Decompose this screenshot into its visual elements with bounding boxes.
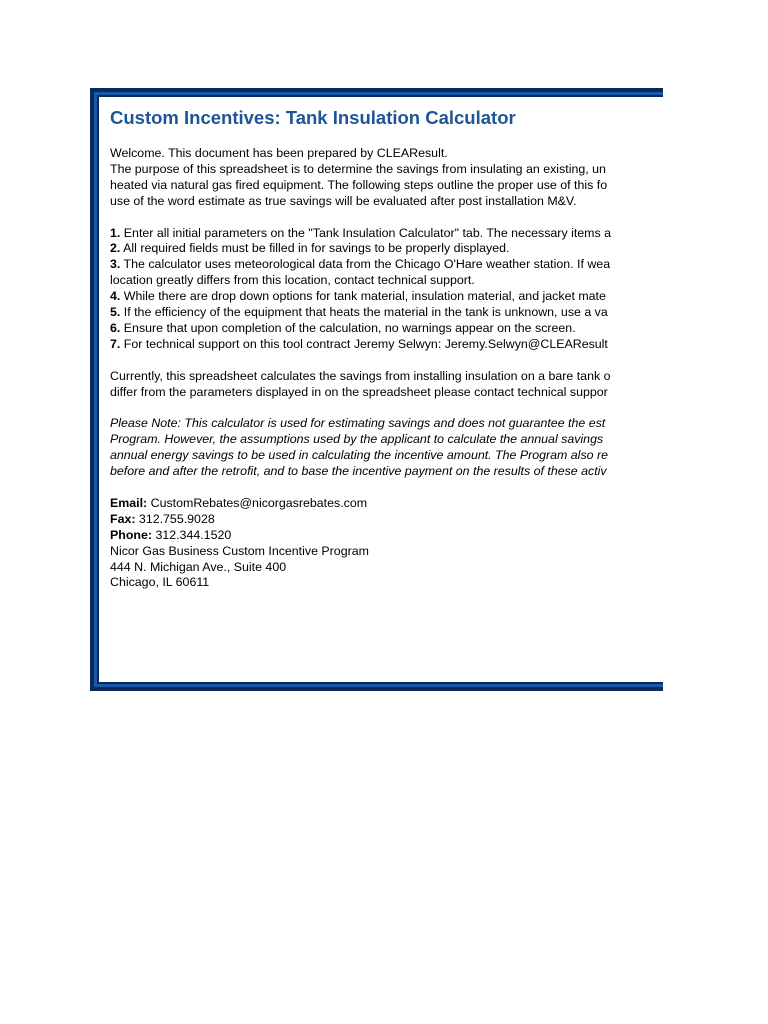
intro-line: The purpose of this spreadsheet is to determine the savings from insulating an existing, un — [110, 161, 606, 176]
step-number: 4. — [110, 289, 121, 304]
note-line: Program. However, the assumptions used by the applicant to calculate the annual savings — [110, 432, 604, 447]
spacer — [110, 353, 663, 369]
step-number: 1. — [110, 225, 121, 240]
step-number: 7. — [110, 336, 121, 351]
contact-fax — [110, 512, 663, 528]
fax-label: Fax: — [110, 511, 136, 526]
step-text: location greatly differs from this location, contact technical support. — [110, 273, 475, 288]
frame-border-mid — [94, 92, 663, 687]
note-line: before and after the retrofit, and to base the incentive payment on the results of these activ — [110, 464, 607, 479]
note-line: annual energy savings to be used in calculating the incentive amount. The Program also re — [110, 448, 608, 463]
step-number: 2. — [110, 241, 121, 256]
contact-address-1: 444 N. Michigan Ave., Suite 400 — [110, 559, 287, 574]
email-value: CustomRebates@nicorgasrebates.com — [147, 495, 368, 510]
spacer — [110, 480, 663, 496]
step-item-6 — [110, 321, 663, 337]
document-content — [110, 106, 663, 591]
spacer — [110, 400, 663, 416]
step-number: 6. — [110, 320, 121, 335]
step-item-7 — [110, 337, 663, 353]
step-item-1 — [110, 226, 663, 242]
page-title: Custom Incentives: Tank Insulation Calculator — [110, 107, 516, 128]
step-item-3 — [110, 257, 663, 273]
contact-org: Nicor Gas Business Custom Incentive Program — [110, 543, 369, 558]
step-text: For technical support on this tool contract Jeremy Selwyn: Jeremy.Selwyn@CLEAResult — [120, 336, 608, 351]
step-text: Enter all initial parameters on the "Tank Insulation Calculator" tab. The necessary items a — [120, 225, 612, 240]
intro-line: Welcome. This document has been prepared by CLEAResult. — [110, 146, 448, 160]
contact-phone — [110, 528, 663, 544]
step-text: Ensure that upon completion of the calculation, no warnings appear on the screen. — [120, 320, 576, 335]
frame-border-inner — [97, 95, 663, 684]
contact-address-2: Chicago, IL 60611 — [110, 575, 210, 590]
step-text: All required fields must be filled in for savings to be properly displayed. — [120, 241, 510, 256]
email-label: Email: — [110, 495, 148, 510]
note-line: Please Note: This calculator is used for estimating savings and does not guarantee the est — [110, 416, 606, 431]
fax-value: 312.755.9028 — [135, 511, 215, 526]
intro-line: use of the word estimate as true savings will be evaluated after post installation M&V. — [110, 193, 577, 208]
step-text: If the efficiency of the equipment that heats the material in the tank is unknown, use a va — [120, 305, 608, 320]
phone-value: 312.344.1520 — [152, 527, 232, 542]
phone-label: Phone: — [110, 527, 152, 542]
current-line: Currently, this spreadsheet calculates the savings from installing insulation on a bare tank o — [110, 368, 611, 383]
current-line: differ from the parameters displayed in on the spreadsheet please contact technical suppor — [110, 384, 608, 399]
step-item-4 — [110, 289, 663, 305]
step-text: The calculator uses meteorological data from the Chicago O'Hare weather station. If wea — [120, 257, 611, 272]
content-panel — [99, 97, 663, 682]
spacer — [110, 210, 663, 226]
step-item-5 — [110, 305, 663, 321]
step-number: 3. — [110, 257, 121, 272]
contact-email — [110, 496, 663, 512]
step-item-3-continued — [110, 273, 663, 289]
step-item-2 — [110, 241, 663, 257]
intro-line: heated via natural gas fired equipment. The following steps outline the proper use of this fo — [110, 177, 608, 192]
document-frame — [90, 88, 663, 691]
step-number: 5. — [110, 305, 121, 320]
step-text: While there are drop down options for tank material, insulation material, and jacket mate — [120, 289, 606, 304]
